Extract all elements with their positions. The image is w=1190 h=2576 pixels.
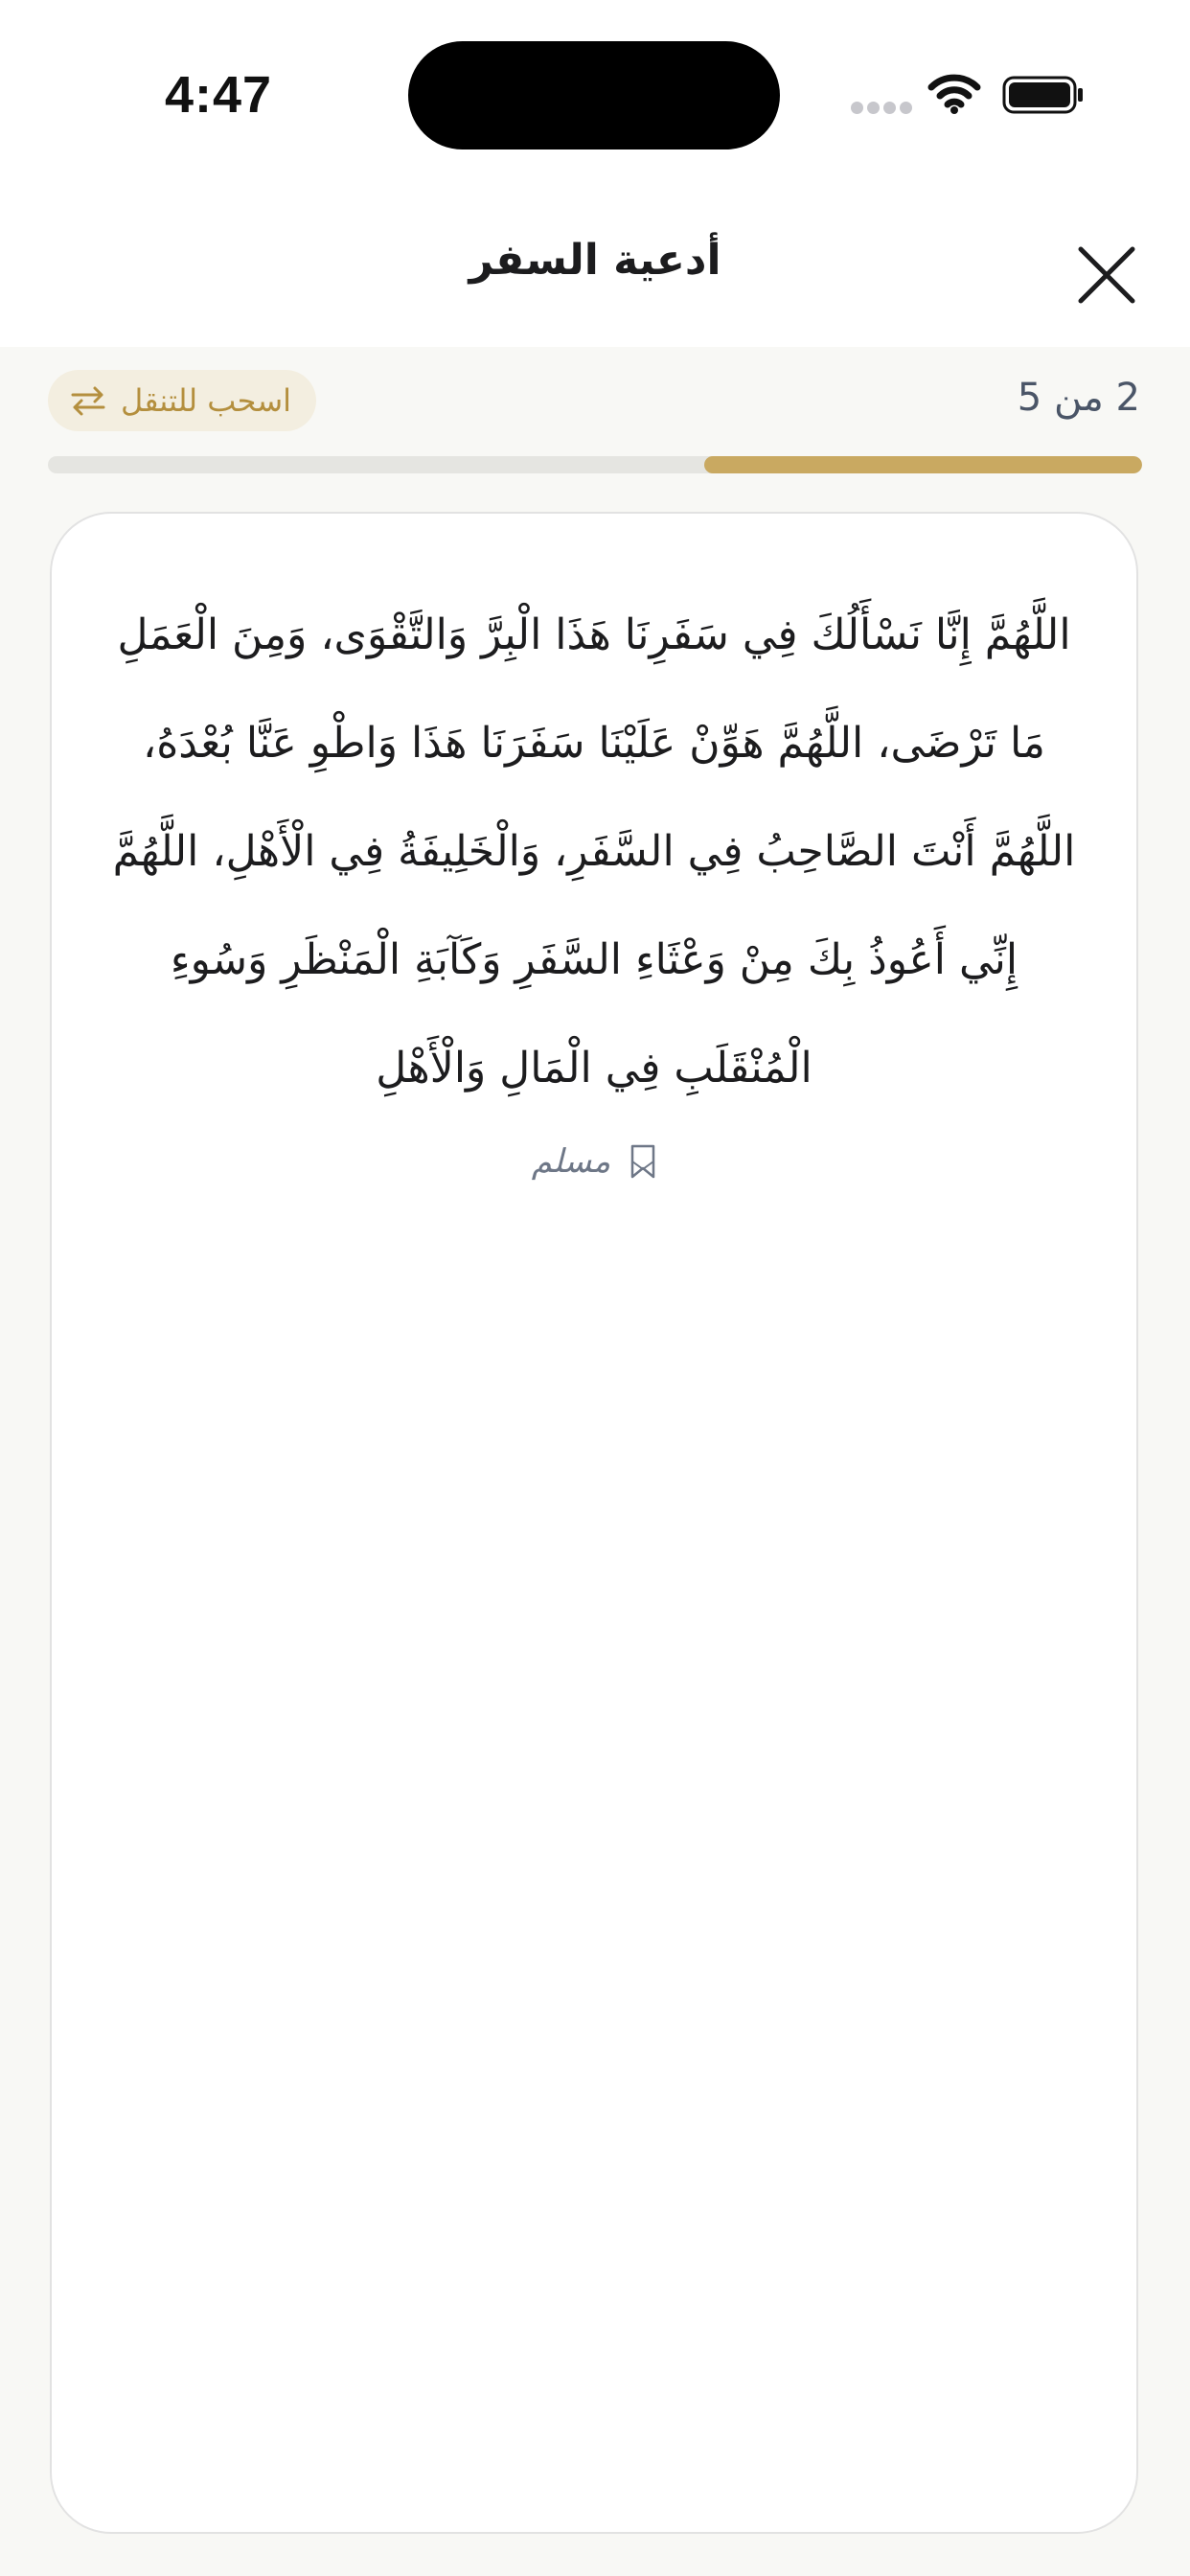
source-label: مسلم bbox=[531, 1142, 611, 1181]
status-bar bbox=[0, 0, 1190, 192]
progress-bar bbox=[48, 456, 1142, 473]
bookmark-icon bbox=[629, 1144, 656, 1179]
cellular-signal-icon bbox=[851, 102, 912, 115]
nav-header bbox=[0, 192, 1190, 347]
dua-text: اللَّهُمَّ إِنَّا نَسْأَلُكَ فِي سَفَرِنَا هَذَا الْبِرَّ وَالتَّقْوَى، وَمِنَ الْعَمَلِ مَا تَرْضَى، اللَّهُمَّ هَوِّنْ عَلَيْنَا سَفَرَنَا هَذَا وَاطْوِ عَنَّا بُعْدَهُ، اللَّهُمَّ أَنْتَ الصَّاحِبُ فِي السَّفَرِ، وَالْخَلِيفَةُ فِي الْأَهْلِ، اللَّهُمَّ إِنِّي أَعُوذُ بِكَ مِنْ وَعْثَاءِ السَّفَرِ وَكَآبَةِ الْمَنْظَرِ وَسُوءِ الْمُنْقَلَبِ فِي الْمَالِ وَالْأَهْلِ bbox=[112, 610, 1076, 1092]
dua-card[interactable] bbox=[50, 512, 1138, 2534]
status-time: 4:47 bbox=[165, 66, 273, 124]
close-icon[interactable] bbox=[1071, 240, 1142, 310]
source-row bbox=[52, 1142, 1136, 1181]
page-title: أدعية السفر bbox=[469, 236, 721, 285]
swipe-hint-label: اسحب للتنقل bbox=[121, 382, 292, 419]
dynamic-island bbox=[408, 41, 780, 150]
swap-arrows-icon bbox=[69, 384, 107, 417]
battery-icon bbox=[1002, 75, 1085, 115]
swipe-hint-badge bbox=[48, 370, 316, 431]
progress-fill bbox=[704, 456, 1142, 473]
wifi-icon bbox=[927, 73, 981, 115]
page-counter: 2 من 5 bbox=[1017, 376, 1140, 420]
progress-row bbox=[0, 347, 1190, 500]
